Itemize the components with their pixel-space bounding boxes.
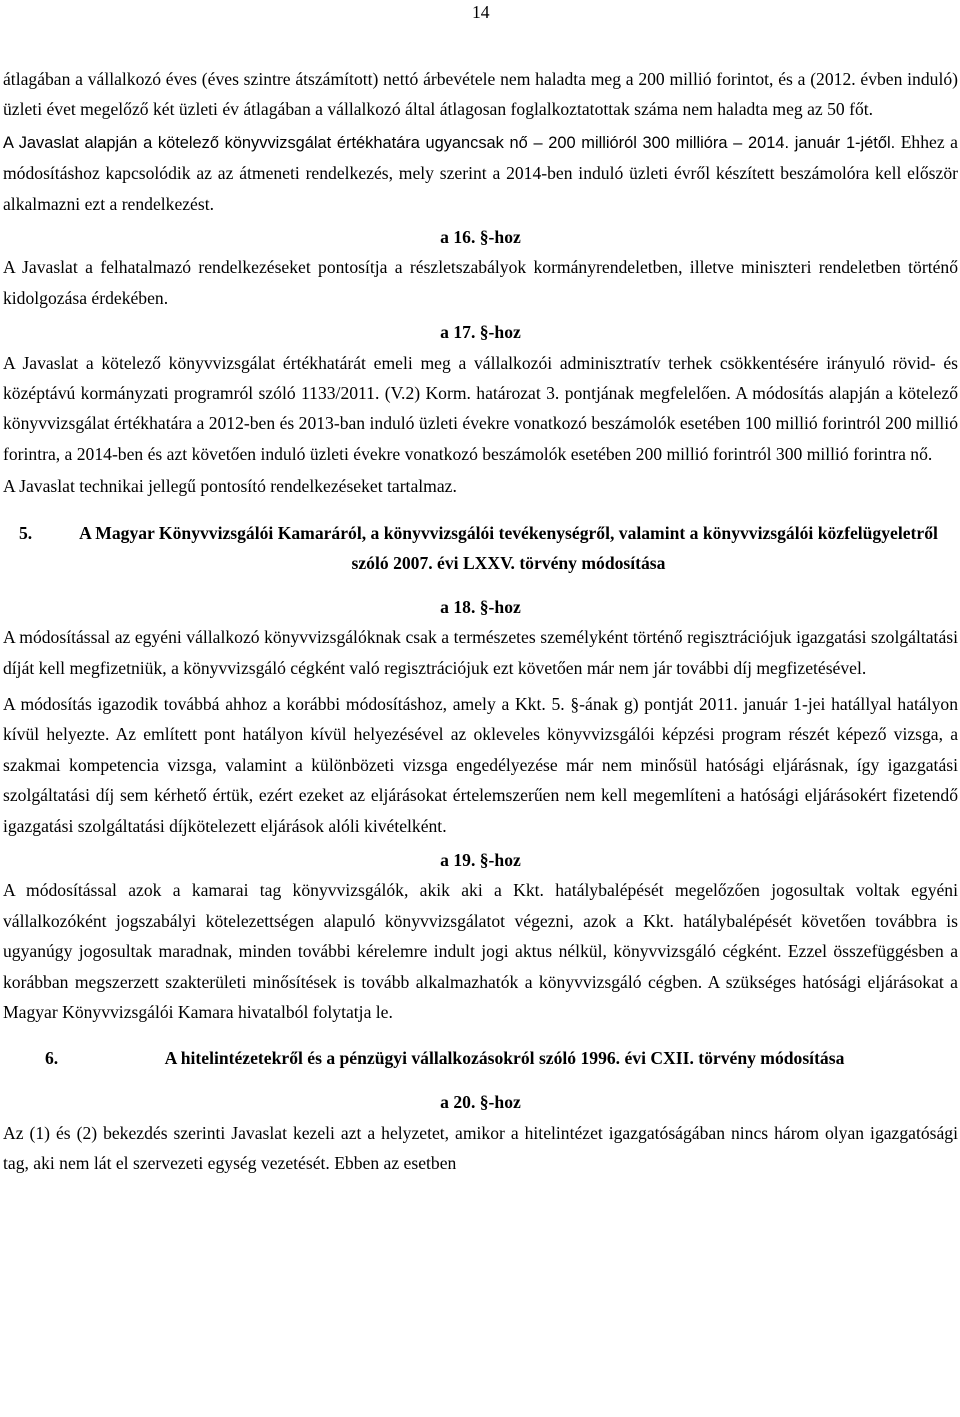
chapter-title-6	[3, 1043, 958, 1073]
chapter-title-text: A Magyar Könyvvizsgálói Kamaráról, a könyvvizsgálói tevékenységről, valamint a könyvvizsgálói közfelügyeletről szóló 2007. évi LXXV. törvény módosítása	[79, 522, 938, 573]
chapter-title-5	[3, 518, 958, 578]
section-heading-20: a 20. §-hoz	[440, 1092, 521, 1113]
paragraph: A Javaslat technikai jellegű pontosító rendelkezéseket tartalmaz.	[3, 476, 457, 497]
paragraph	[3, 127, 958, 219]
paragraph: A módosítás igazodik továbbá ahhoz a korábbi módosításhoz, amely a Kkt. 5. §-ának g) pontját 2011. január 1-jei hatállyal hatályon kívül helyezte. Az említett pont hatályon kívül helyezésével az okleveles könyvvizsgálói képzési program részét képező vizsga, a szakmai kompetencia vizsga, valamint a különbözeti vizsga engedélyezése már nem minősül hatósági eljárásnak, így igazgatási szolgáltatási díj sem kérhető értük, ezért ezeket az eljárásokat értelemszerűen nem kell megemlíteni a hatósági eljárásokért fizetendő igazgatási szolgáltatási díjkötelezett eljárások alóli kivételként.	[3, 693, 958, 836]
section-heading-16: a 16. §-hoz	[440, 227, 521, 248]
chapter-number: 5.	[19, 522, 33, 543]
section-heading-17: a 17. §-hoz	[440, 322, 521, 343]
chapter-title-text: A hitelintézetekről és a pénzügyi vállalkozásokról szóló 1996. évi CXII. törvény módosítása	[164, 1048, 845, 1069]
paragraph: A Javaslat a kötelező könyvvizsgálat értékhatárát emeli meg a vállalkozói adminisztratív terhek csökkentésére irányuló rövid- és középtávú kormányzati programról szóló 1133/2011. (V.2) Korm. határozat 3. pontjának megfelelően. A módosítás alapján a kötelező könyvvizsgálat értékhatára a 2012-ben és 2013-ban induló üzleti évekre vonatkozó beszámolók esetében 100 millió forintról 200 millió forintra, a 2014-ben és azt követően induló üzleti évekre vonatkozó beszámolók esetében 200 millió forintról 300 millió forintra nő.	[3, 352, 958, 464]
paragraph: átlagában a vállalkozó éves (éves szintre átszámított) nettó árbevétele nem haladta meg a 200 millió forintot, és a (2012. évben induló) üzleti évet megelőző két üzleti év átlagában a vállalkozó által átlagosan foglalkoztatottak száma nem haladta meg az 50 főt.	[3, 69, 958, 120]
paragraph: A módosítással az egyéni vállalkozó könyvvizsgálóknak csak a természetes személyként történő regisztrációjuk igazgatási szolgáltatási díját kell megfizetniük, a könyvvizsgáló cégként való regisztrációjuk ezt követően már nem jár további díj megfizetésével.	[3, 627, 958, 678]
section-heading-19: a 19. §-hoz	[440, 849, 521, 870]
paragraph: Az (1) és (2) bekezdés szerinti Javaslat kezeli azt a helyzetet, amikor a hitelintézet igazgatóságában nincs három olyan igazgatósági tag, aki nem lát el szervezeti egység vezetését. Ebben az esetben	[3, 1122, 958, 1174]
paragraph: A módosítással azok a kamarai tag könyvvizsgálók, akik aki a Kkt. hatálybalépését megelőzően jogosultak voltak egyéni vállalkozóként jogszabályi kötelezettségen alapuló könyvvizsgálatot végezni, azok a Kkt. hatálybalépését követően továbbra is ugyanúgy jogosultak maradnak, minden további kérelemre indult jogi aktus nélkül, könyvvizsgáló cégként. Ezzel összefüggésben a korábban megszerzett szakterületi minősítések is tovább alkalmazhatók a könyvvizsgáló cégben. A szükséges hatósági eljárásokat a Magyar Könyvvizsgálói Kamara hivatalból folytatja le.	[3, 880, 958, 1022]
document-body	[3, 64, 958, 1179]
paragraph-sans-part: A Javaslat alapján a kötelező könyvvizsgálat értékhatára ugyancsak nő – 200 millióról 300 millióra – 2014. január 1-jétől.	[3, 133, 896, 152]
chapter-number: 6.	[45, 1048, 59, 1069]
section-heading-18: a 18. §-hoz	[440, 596, 521, 617]
paragraph: A Javaslat a felhatalmazó rendelkezéseket pontosítja a részletszabályok kormányrendeletben, illetve miniszteri rendeletben történő kidolgozása érdekében.	[3, 257, 958, 308]
paragraph-serif-part: Ehhez a módosításhoz kapcsolódik az az átmeneti rendelkezés, mely szerint a 2014-ben induló üzleti évről készített beszámolóra kell először alkalmazni ezt a rendelkezést.	[3, 131, 958, 214]
page-number: 14	[472, 2, 490, 22]
